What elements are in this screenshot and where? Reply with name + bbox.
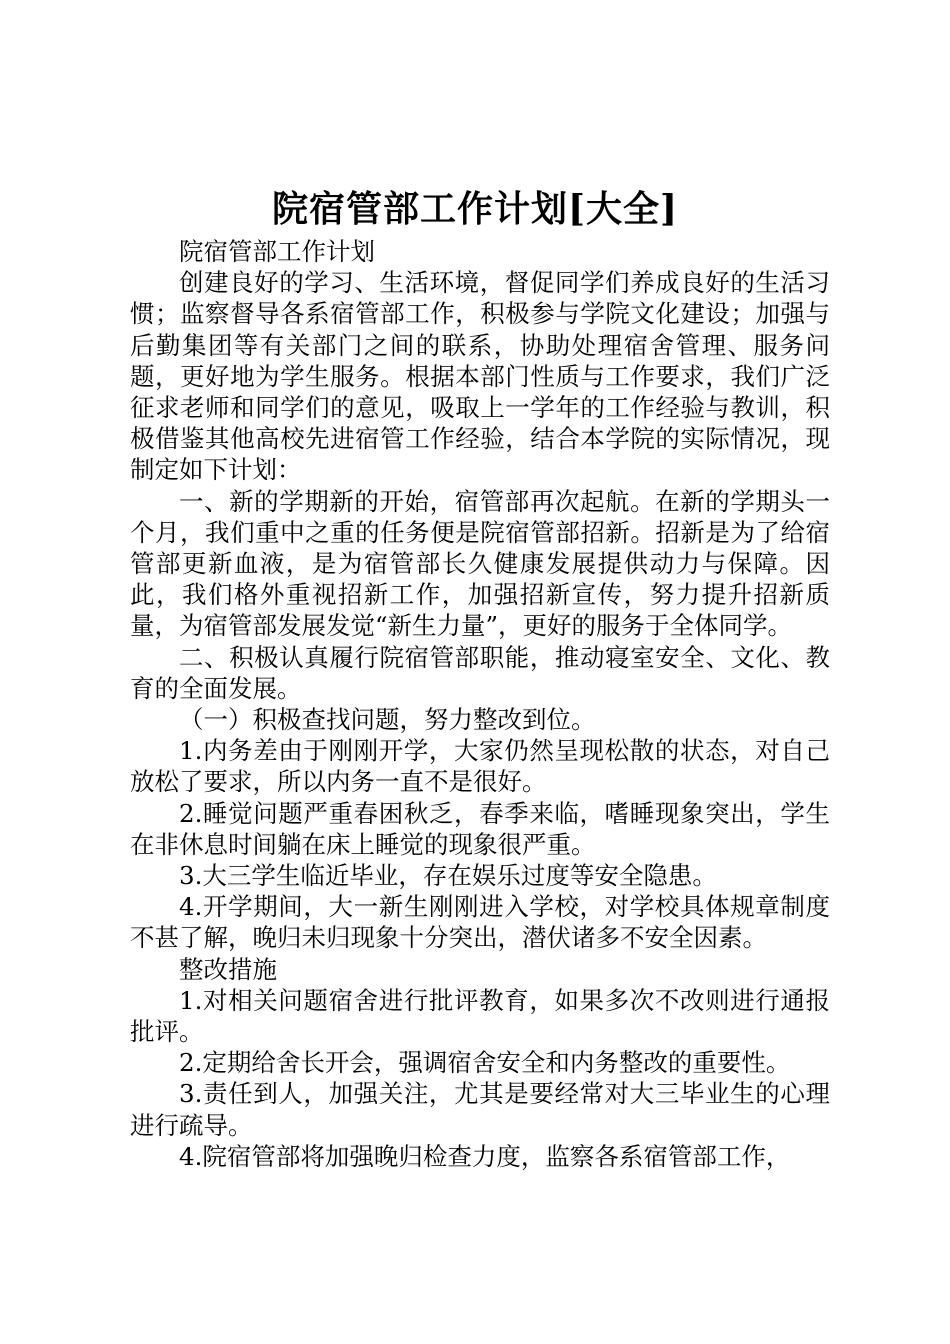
document-title: 院宿管部工作计划[大全] bbox=[271, 188, 679, 230]
paragraph-problem-3: 3.大三学生临近毕业，存在娱乐过度等安全隐患。 bbox=[179, 861, 717, 891]
paragraph-measure-4: 4.院宿管部将加强晚归检查力度，监察各系宿管部工作， bbox=[179, 1141, 791, 1171]
paragraph-measure-1: 1.对相关问题宿舍进行批评教育，如果多次不改则进行通报批评。 bbox=[130, 985, 830, 1047]
document-body bbox=[130, 236, 830, 1172]
paragraph-subtitle: 院宿管部工作计划 bbox=[179, 237, 375, 266]
paragraph-measure-2: 2.定期给舍长开会，强调宿舍安全和内务整改的重要性。 bbox=[179, 1048, 791, 1078]
paragraph-section-two: 二、积极认真履行院宿管部职能，推动寝室安全、文化、教育的全面发展。 bbox=[130, 642, 830, 703]
paragraph-intro: 创建良好的学习、生活环境，督促同学们养成良好的生活习惯；监察督导各系宿管部工作，积极参与学院文化建设；加强与后勤集团等有关部门之间的联系，协助处理宿舍管理、服务问题，更好地为学生服务。根据本部门性质与工作要求，我们广泛征求老师和同学们的意见，吸取上一学年的工作经验与教训，积极借鉴其他高校先进宿管工作经验，结合本学院的实际情况，现制定如下计划： bbox=[130, 268, 830, 485]
paragraph-measures-heading: 整改措施 bbox=[179, 954, 277, 984]
paragraph-subsection-one: （一）积极查找问题，努力整改到位。 bbox=[179, 705, 596, 735]
paragraph-measure-3: 3.责任到人，加强关注，尤其是要经常对大三毕业生的心理进行疏导。 bbox=[130, 1079, 830, 1140]
paragraph-section-one: 一、新的学期新的开始，宿管部再次起航。在新的学期头一个月，我们重中之重的任务便是院宿管部招新。招新是为了给宿管部更新血液，是为宿管部长久健康发展提供动力与保障。因此，我们格外重视招新工作，加强招新宣传，努力提升招新质量，为宿管部发展发觉“新生力量”，更好的服务于全体同学。 bbox=[130, 486, 830, 641]
paragraph-problem-4: 4.开学期间，大一新生刚刚进入学校，对学校具体规章制度不甚了解，晚归未归现象十分突出，潜伏诸多不安全因素。 bbox=[130, 892, 830, 953]
paragraph-problem-1: 1.内务差由于刚刚开学，大家仍然呈现松散的状态，对自己放松了要求，所以内务一直不是很好。 bbox=[130, 736, 830, 797]
paragraph-problem-2: 2.睡觉问题严重春困秋乏，春季来临，嗜睡现象突出，学生在非休息时间躺在床上睡觉的现象很严重。 bbox=[130, 798, 830, 859]
